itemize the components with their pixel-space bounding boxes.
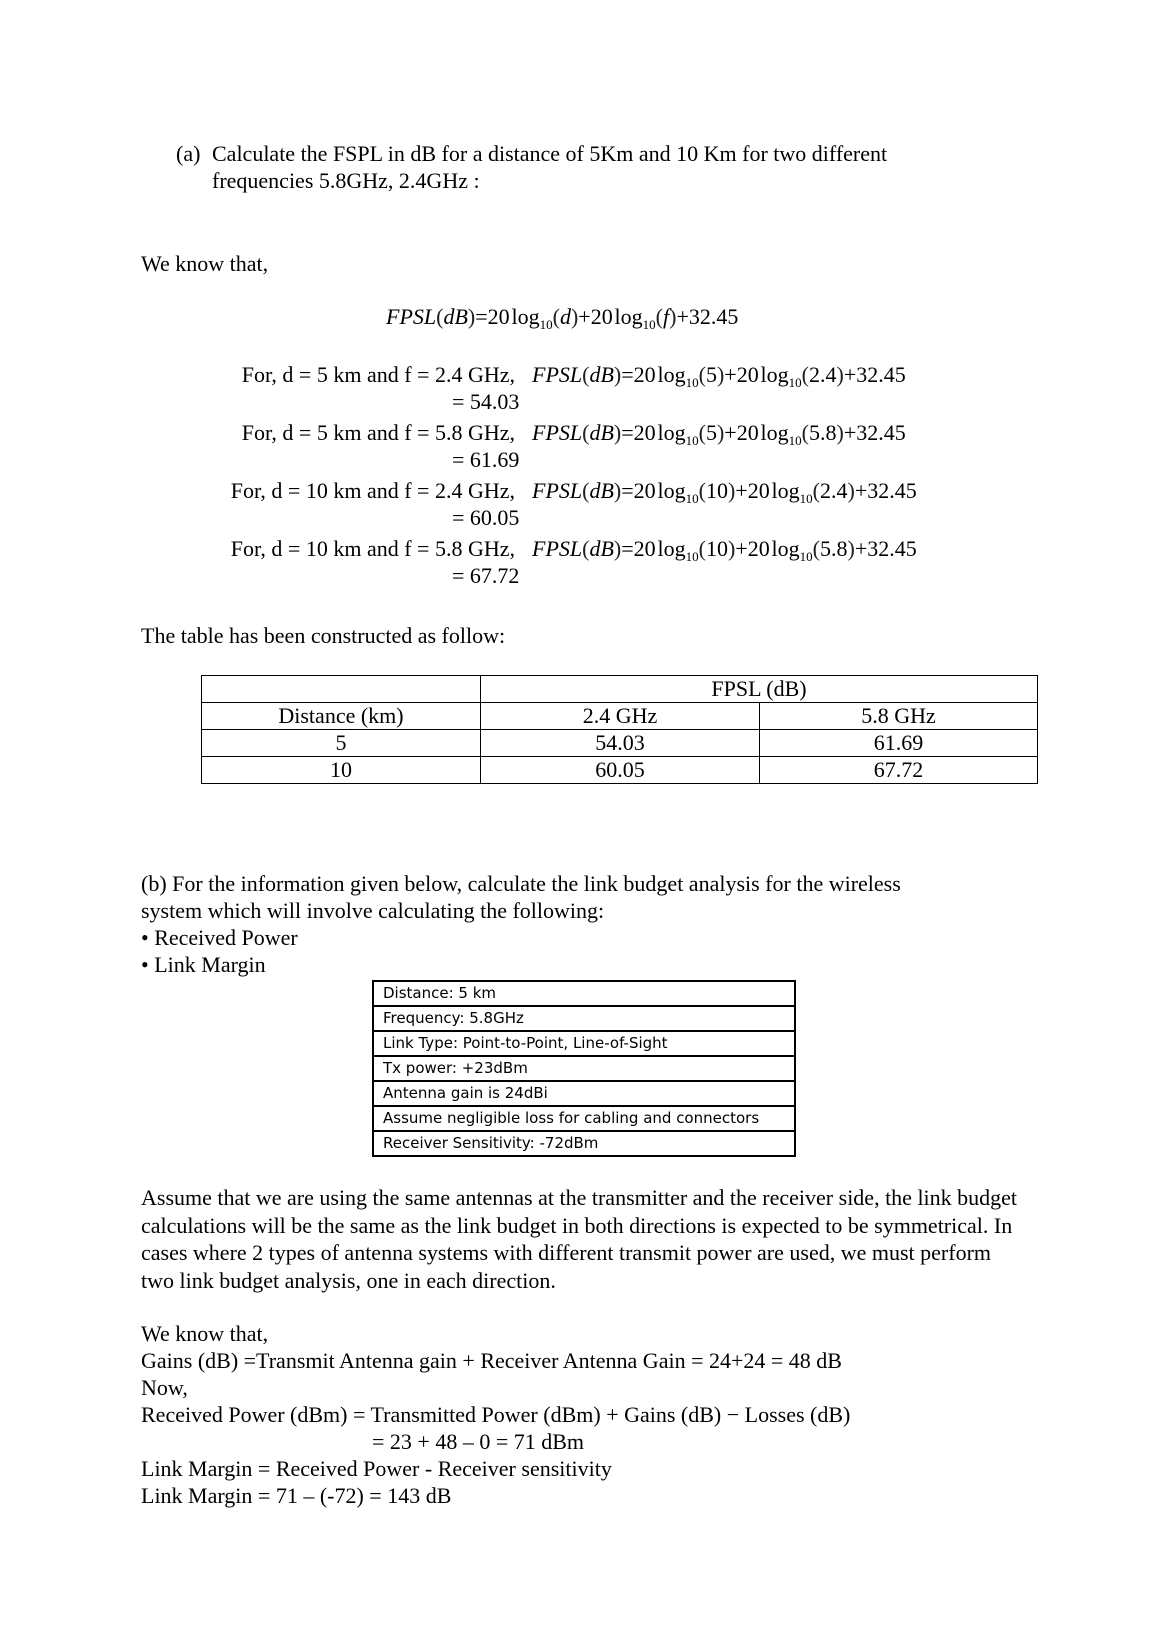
- we-know-text: We know that,: [141, 251, 269, 276]
- formula-log2: log: [614, 304, 643, 329]
- case-const: +32.45: [854, 478, 917, 503]
- case-plus: +: [724, 420, 737, 445]
- given-row: [373, 1056, 795, 1081]
- case-base: 10: [685, 433, 699, 448]
- case-coef1: 20: [633, 420, 656, 445]
- formula-plus: +: [578, 304, 591, 329]
- case-unit: dB: [589, 536, 614, 561]
- case-condition: For, d = 10 km and f = 2.4 GHz,: [230, 478, 515, 503]
- we-know-text-b: We know that,: [141, 1321, 269, 1346]
- case-formula: FPSL(dB)=20 $\log_{10}(10)+20$ $\log_{10}(5.8)+32.45$: [532, 536, 917, 564]
- part-b-question-line2: system which will involve calculating the following:: [141, 898, 605, 923]
- case-base2: 10: [788, 433, 802, 448]
- table-cell: 60.05: [481, 757, 760, 784]
- case-log: log: [657, 362, 686, 387]
- case-eq: =: [621, 362, 634, 387]
- formula-var-f: f: [663, 304, 670, 329]
- case-base: 10: [685, 375, 699, 390]
- case-unit: dB: [589, 362, 614, 387]
- case-result: = 60.05: [452, 505, 520, 530]
- case-condition: For, d = 5 km and f = 5.8 GHz,: [241, 420, 515, 445]
- case-log: log: [657, 420, 686, 445]
- case-const: +32.45: [843, 362, 906, 387]
- table-row: [202, 730, 1038, 757]
- case-plus: +: [724, 362, 737, 387]
- case-formula: FPSL(dB)=20 $\log_{10}(5)+20$ $\log_{10}(2.4)+32.45$: [532, 362, 906, 390]
- given-link-type: Link Type: Point-to-Point, Line-of-Sight: [373, 1031, 795, 1056]
- case-lhs: FPSL: [532, 420, 583, 445]
- case-coef2: 20: [736, 420, 759, 445]
- case-formula: FPSL(dB)=20 $\log_{10}(5)+20$ $\log_{10}(5.8)+32.45$: [532, 420, 906, 448]
- received-power-result: = 23 + 48 – 0 = 71 dBm: [372, 1429, 585, 1454]
- table-cell: 10: [202, 757, 481, 784]
- given-row: [373, 1081, 795, 1106]
- received-power-line: Received Power (dBm) = Transmitted Power (dBm) + Gains (dB) − Losses (dB): [141, 1402, 851, 1427]
- case-coef2: 20: [747, 536, 770, 561]
- case-d-value: 5: [705, 420, 717, 445]
- case-d-value: 10: [705, 536, 728, 561]
- case-base2: 10: [788, 375, 802, 390]
- formula-const: +32.45: [676, 304, 739, 329]
- part-a-question-line1: Calculate the FSPL in dB for a distance of 5Km and 10 Km for two different: [212, 141, 888, 166]
- case-condition: For, d = 5 km and f = 2.4 GHz,: [241, 362, 515, 387]
- case-eq: =: [621, 420, 634, 445]
- case-result: = 61.69: [452, 447, 520, 472]
- case-result: = 67.72: [452, 563, 520, 588]
- given-frequency: Frequency: 5.8GHz: [373, 1006, 795, 1031]
- case-base: 10: [685, 491, 699, 506]
- case-log: log: [657, 478, 686, 503]
- table-header-distance: Distance (km): [202, 703, 481, 730]
- case-coef1: 20: [633, 478, 656, 503]
- case-eq: =: [621, 478, 634, 503]
- case-d-value: 10: [705, 478, 728, 503]
- fspl-formula: FPSL(dB)=20 $\log_{10}(d)+20$ $\log_{10}(f)+32.45$: [386, 304, 739, 332]
- assume-paragraph: Assume that we are using the same antennas at the transmitter and the receiver side, the link budget calculations will be the same as the link budget in both directions is expected to be symmetrical. In cases where 2 types of antenna systems with different transmit power are used, we must perform two link budget analysis, one in each direction.: [141, 1185, 1018, 1293]
- case-coef2: 20: [736, 362, 759, 387]
- part-b-question-line1: (b) For the information given below, calculate the link budget analysis for the wireless: [141, 871, 901, 896]
- formula-coef2: 20: [590, 304, 613, 329]
- formula-coef1: 20: [487, 304, 510, 329]
- case-coef2: 20: [747, 478, 770, 503]
- formula-base2: 10: [642, 317, 656, 332]
- case-f-value: 2.4: [820, 478, 848, 503]
- case-condition: For, d = 10 km and f = 5.8 GHz,: [230, 536, 515, 561]
- given-row: [373, 1106, 795, 1131]
- table-header-row: [202, 703, 1038, 730]
- table-cell: 54.03: [481, 730, 760, 757]
- case-f-value: 5.8: [809, 420, 837, 445]
- given-row: [373, 1006, 795, 1031]
- link-margin-result: Link Margin = 71 – (-72) = 143 dB: [141, 1483, 452, 1508]
- bullet-received-power: • Received Power: [141, 925, 298, 950]
- given-distance: Distance: 5 km: [373, 981, 795, 1006]
- formula-eq: =: [475, 304, 488, 329]
- table-intro: The table has been constructed as follow:: [141, 623, 506, 648]
- case-unit: dB: [589, 420, 614, 445]
- case-formula: FPSL(dB)=20 $\log_{10}(10)+20$ $\log_{10}(2.4)+32.45$: [532, 478, 917, 506]
- case-eq: =: [621, 536, 634, 561]
- case-log2: log: [771, 536, 800, 561]
- formula-base: 10: [539, 317, 553, 332]
- case-base: 10: [685, 549, 699, 564]
- given-row: [373, 1131, 795, 1156]
- formula-unit: dB: [443, 304, 468, 329]
- case-f-value: 2.4: [809, 362, 837, 387]
- case-unit: dB: [589, 478, 614, 503]
- table-empty-cell: [202, 676, 481, 703]
- formula-log: log: [511, 304, 540, 329]
- given-tx-power: Tx power: +23dBm: [373, 1056, 795, 1081]
- given-info-table: [372, 980, 796, 1157]
- table-row: [202, 757, 1038, 784]
- table-header-2-4ghz: 2.4 GHz: [481, 703, 760, 730]
- case-lhs: FPSL: [532, 478, 583, 503]
- case-const: +32.45: [843, 420, 906, 445]
- table-cell: 67.72: [760, 757, 1038, 784]
- case-lhs: FPSL: [532, 362, 583, 387]
- link-margin-def: Link Margin = Received Power - Receiver sensitivity: [141, 1456, 612, 1481]
- part-a-question-line2: frequencies 5.8GHz, 2.4GHz :: [212, 168, 480, 193]
- table-cell: 61.69: [760, 730, 1038, 757]
- case-plus: +: [735, 478, 748, 503]
- case-base2: 10: [799, 491, 813, 506]
- case-f-value: 5.8: [820, 536, 848, 561]
- given-loss: Assume negligible loss for cabling and connectors: [373, 1106, 795, 1131]
- case-log2: log: [771, 478, 800, 503]
- part-a-label: (a): [176, 141, 201, 166]
- case-d-value: 5: [705, 362, 717, 387]
- fspl-table: [201, 675, 1038, 784]
- case-plus: +: [735, 536, 748, 561]
- formula-lhs: FPSL: [386, 304, 437, 329]
- bullet-link-margin: • Link Margin: [141, 952, 266, 977]
- table-header-5-8ghz: 5.8 GHz: [760, 703, 1038, 730]
- case-coef1: 20: [633, 362, 656, 387]
- given-row: [373, 1031, 795, 1056]
- given-antenna-gain: Antenna gain is 24dBi: [373, 1081, 795, 1106]
- table-group-header-row: [202, 676, 1038, 703]
- case-coef1: 20: [633, 536, 656, 561]
- case-log: log: [657, 536, 686, 561]
- case-base2: 10: [799, 549, 813, 564]
- now-text: Now,: [141, 1375, 188, 1400]
- case-const: +32.45: [854, 536, 917, 561]
- formula-var-d: d: [559, 304, 571, 329]
- table-cell: 5: [202, 730, 481, 757]
- given-sensitivity: Receiver Sensitivity: -72dBm: [373, 1131, 795, 1156]
- case-log2: log: [760, 362, 789, 387]
- case-log2: log: [760, 420, 789, 445]
- table-group-header: FPSL (dB): [481, 676, 1038, 703]
- gains-line: Gains (dB) =Transmit Antenna gain + Receiver Antenna Gain = 24+24 = 48 dB: [141, 1348, 842, 1373]
- case-result: = 54.03: [452, 389, 520, 414]
- given-row: [373, 981, 795, 1006]
- case-lhs: FPSL: [532, 536, 583, 561]
